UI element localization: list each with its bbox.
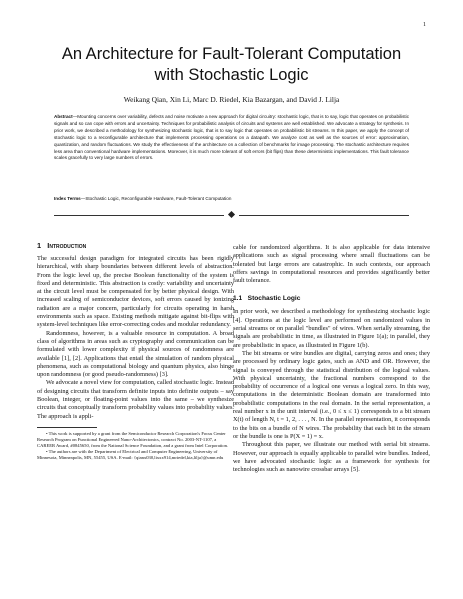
divider-line-right: [239, 215, 409, 216]
body-paragraph: In prior work, we described a methodology for synthesizing stochastic logic [4]. Operations at the logic level are performed on randomized values in serial streams or on parallel "bundles" of wires. When serially streaming, the signals are probabilistic in time, as illustrated in Figure 1(a); in parallel, they are probabilistic in space, as illustrated in Figure 1(b).: [233, 308, 430, 349]
subsection-number: 1.1: [233, 295, 243, 303]
footnote: • This work is supported by a grant from the Semiconductor Research Corporation's Focus Center Research Program on Functional Engineered Nano-Architectonics, contract No. 2003-NT-1107, a CAREER Award, #0845650, from the National Science Foundation, and a grant from Intel Corporation.: [37, 430, 229, 448]
subsection-title: Stochastic Logic: [247, 295, 301, 303]
title-line-1: An Architecture for Fault-Tolerant Computation: [61, 45, 402, 63]
body-paragraph: Throughout this paper, we illustrate our method with serial bit streams. However, our approach is equally applicable to parallel wire bundles. Indeed, we have advocated stochastic logic as a framework for synthesis for technologies such as nanowire crossbar arrays [5].: [233, 441, 430, 474]
body-paragraph: The bit streams or wire bundles are digital, carrying zeros and ones; they are processed by ordinary logic gates, such as AND and OR. However, the signal is conveyed through the statistical distribution of the logical values. With physical uncertainty, the fractional numbers correspond to the probability of occurrence of a logical one versus a logical zero. In this way, computations in the deterministic Boolean domain are transformed into probabilistic computations in the real domain. In the serial representation, a real number x in the unit interval (i.e., 0 ≤ x ≤ 1) corresponds to a bit stream X(t) of length N, t = 1, 2, . . . , N. In the parallel representation, it corresponds to the bits on a bundle of N wires. The probability that each bit in the stream or the bundle is one is P(X = 1) = x.: [233, 349, 430, 440]
abstract-text: —Mounting concerns over variability, defects and noise motivate a new approach for digital circuitry: stochastic logic, that is to say, logic that operates on probabilistic signals and so can cope with errors and uncertainty. Techniques for probabilistic analysis of circuits and systems are well established. We advocate a strategy for synthesis. In prior work, we described a methodology for synthesizing stochastic logic, that is to say logic that operates on probabilistic bit streams. In this paper, we apply the concept of stochastic logic to a reconfigurable architecture that implements processing operations on a datapath. We analyze cost as well as the sources of error: approximation, quantization, and random fluctuations. We study the effectiveness of the architecture on a collection of benchmarks for image processing. The stochastic architecture requires less area than conventional hardware implementations. Moreover, it is much more tolerant of soft errors (bit flips) than these deterministic implementations. This fault tolerance scales gracefully to very large numbers of errors.: [54, 114, 409, 161]
title-line-2: with Stochastic Logic: [154, 66, 309, 84]
diamond-ornament-icon: [228, 211, 235, 218]
abstract-label: Abstract: [54, 114, 73, 119]
paper-title: [30, 44, 433, 86]
body-paragraph: The successful design paradigm for integrated circuits has been rigidly hierarchical, with sharp boundaries between different levels of abstraction. From the logic level up, the precise Boolean functionality of the system is fixed and deterministic. This abstraction is costly: variability and uncertainty at the circuit level must be compensated for by better physical design. With increased scaling of semiconductor devices, soft errors caused by ionizing radiation are a major concern, particularly for circuits operating in harsh environments such as space. Existing methods mitigate against bit-flips with system-level techniques like error-correcting codes and modular redundancy.: [37, 255, 234, 329]
right-column: [233, 244, 430, 474]
section-heading: [37, 241, 234, 250]
footnote-rule: [37, 427, 97, 428]
body-paragraph: We advocate a novel view for computation, called stochastic logic. Instead of designing circuits that transform definite inputs into definite outputs – say Boolean, integer, or floating-point values into the same – we synthesize circuits that conceptually transform probability values into probability values. The approach is appli-: [37, 379, 234, 420]
body-paragraph: cable for randomized algorithms. It is also applicable for data intensive applications such as signal processing where small fluctuations can be tolerated but large errors are catastrophic. In such contexts, our approach offers savings in computational resources and provides significantly better fault tolerance.: [233, 244, 430, 285]
abstract: [54, 114, 409, 162]
divider-line-left: [54, 215, 224, 216]
section-number: 1: [37, 241, 42, 250]
left-column: [37, 241, 234, 460]
index-terms-text: —Stochastic Logic, Reconfigurable Hardware, Fault-Tolerant Computation: [80, 196, 232, 201]
body-paragraph: Randomness, however, is a valuable resource in computation. A broad class of algorithms in areas such as cryptography and communication can be formulated with lower complexity if physical sources of randomness are available [1], [2]. Applications that entail the simulation of random physical phenomena, such as computational biology and quantum physics, also hinge upon randomness (or good pseudo-randomness) [3].: [37, 329, 234, 379]
footnote: • The authors are with the Department of Electrical and Computer Engineering, University of Minnesota, Minneapolis, MN, 55455, USA. E-mail: {qianx030,lixxx914,mriedel,kia,lilja}@umn.edu: [37, 448, 224, 460]
section-divider: [54, 212, 409, 219]
index-terms-label: Index Terms: [54, 196, 81, 201]
page-number: 1: [423, 22, 426, 28]
subsection-heading: [233, 295, 430, 303]
author-list: Weikang Qian, Xin Li, Marc D. Riedel, Kia Bazargan, and David J. Lilja: [123, 95, 340, 104]
section-title: Introduction: [47, 241, 87, 250]
index-terms: [54, 196, 409, 203]
